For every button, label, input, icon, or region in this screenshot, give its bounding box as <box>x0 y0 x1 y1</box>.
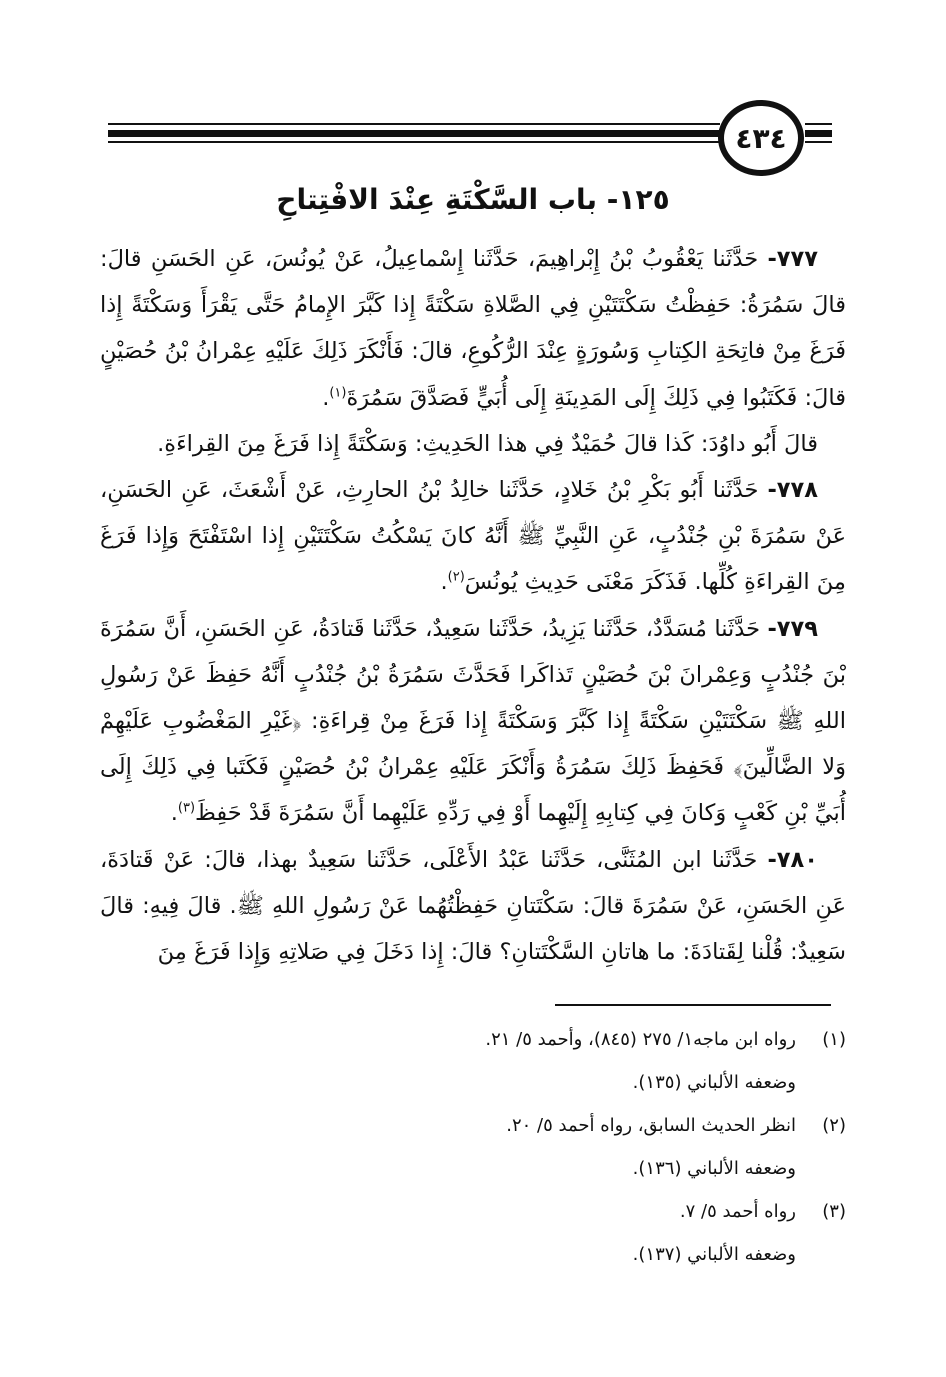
hadith-number: ٧٨٠- <box>767 846 818 873</box>
footnotes <box>100 1018 846 1276</box>
footnote-item <box>100 1104 846 1147</box>
hadith-text: حَدَّثَنا يَعْقُوبُ بْنُ إِبْراهِيمَ، حَدَّثَنا إِسْماعِيلُ، عَنْ يُونُسَ، عَنِ الحَسَنِ قالَ: قالَ سَمُرَةُ: حَفِظْتُ سَكْتَتَيْنِ فِي الصَّلاةِ سَكْتَةً إِذا كَبَّرَ الإِمامُ حَتَّى يَقْرَأَ وَسَكْتَةً إِذا فَرَغَ مِنْ فاتِحَةِ الكِتابِ وَسُورَةٍ عِنْدَ الرُّكُوعِ، قالَ: فَأَنْكَرَ ذَلِكَ عَلَيْهِ عِمْرانُ بْنُ حُصَيْنٍ قالَ: فَكَتَبُوا فِي ذَلِكَ إِلَى المَدِينَةِ إِلَى أُبَيٍّ فَصَدَّقَ سَمُرَةَ <box>100 246 846 411</box>
footnote-ref: (٢) <box>447 569 465 585</box>
page-number-badge <box>718 100 804 176</box>
footnote-grading: وضعفه الألباني (١٣٥). <box>632 1072 796 1093</box>
footnote-ref: (٣) <box>177 800 196 816</box>
commentary-text: قالَ أَبُو داوُدَ: كَذا قالَ حُمَيْدٌ فِي هذا الحَدِيثِ: وَسَكْتَةً إِذا فَرَغَ مِنَ القِراءَةِ. <box>157 430 818 457</box>
footnote-text: رواه أحمد ٥/ ٧. <box>679 1201 796 1222</box>
footnote-text: رواه ابن ماجه١/ ٢٧٥ (٨٤٥)، وأحمد ٥/ ٢١. <box>485 1029 796 1050</box>
hadith-paragraph <box>100 467 846 606</box>
footnote-grading: وضعفه الألباني (١٣٦). <box>632 1158 796 1179</box>
footnote-text: انظر الحديث السابق، رواه أحمد ٥/ ٢٠. <box>506 1115 796 1136</box>
footnote-number: (٣) <box>822 1201 846 1222</box>
hadith-text: حَدَّثَنا ابن المُثَنَّى، حَدَّثَنا عَبْدُ الأَعْلَى، حَدَّثَنا سَعِيدٌ بهذا، قالَ: عَنْ قَتادَةَ، عَنِ الحَسَنِ، عَنْ سَمُرَةَ قالَ: سَكْتَتانِ حَفِظْتُهُما عَنْ رَسُولِ اللهِ ﷺ. قالَ فِيهِ: قالَ سَعِيدٌ: قُلْنا لِقَتادَةَ: ما هاتانِ السَّكْتَتانِ؟ قالَ: إِذا دَخَلَ فِي صَلاتِهِ وَإِذا فَرَغَ مِنَ <box>100 846 846 966</box>
hadith-number: ٧٧٩- <box>767 615 818 642</box>
hadith-tail: . <box>440 569 448 596</box>
footnote-number: (٢) <box>822 1115 846 1136</box>
main-text <box>100 236 846 975</box>
header-rule-right-thin-bottom <box>805 141 832 143</box>
footnote-item <box>100 1190 846 1233</box>
header-rule-right-thick <box>805 130 832 137</box>
hadith-text: حَدَّثَنا أَبُو بَكْرِ بْنُ خَلادٍ، حَدَّثَنا خالِدُ بْنُ الحارِثِ، عَنْ أَشْعَثَ، عَنِ الحَسَنِ، عَنْ سَمُرَةَ بْنِ جُنْدُبٍ، عَنِ النَّبِيِّ ﷺ أَنَّهُ كانَ يَسْكُتُ سَكْتَتَيْنِ إِذا اسْتَفْتَحَ وَإِذا فَرَغَ مِنَ القِراءَةِ كُلِّها. فَذَكَرَ مَعْنَى حَدِيثِ يُونُسَ <box>100 477 846 596</box>
footnote-grading: وضعفه الألباني (١٣٧). <box>632 1244 796 1265</box>
header-rule-right-thin-top <box>805 123 832 125</box>
footnote-ref: (١) <box>329 385 347 401</box>
header-rule-thick <box>108 130 720 137</box>
footnote-item <box>100 1018 846 1061</box>
header-rule-thin-top <box>108 123 720 125</box>
chapter-title: ١٢٥- باب السَّكْتَةِ عِنْدَ الافْتِتاحِ <box>276 183 670 216</box>
hadith-tail: . <box>170 800 178 827</box>
page-number: ٤٣٤ <box>735 121 787 155</box>
hadith-paragraph <box>100 837 846 976</box>
hadith-text: حَدَّثَنا مُسَدَّدٌ، حَدَّثَنا يَزِيدُ، حَدَّثَنا سَعِيدٌ، حَدَّثَنا قَتادَةُ، عَنِ الحَسَنِ، أَنَّ سَمُرَةَ بْنَ جُنْدُبٍ وَعِمْرانَ بْنَ حُصَيْنٍ تَذاكَرا فَحَدَّثَ سَمُرَةُ بْنُ جُنْدُبٍ أَنَّهُ حَفِظَ عَنْ رَسُولِ اللهِ ﷺ سَكْتَتَيْنِ سَكْتَةً إِذا كَبَّرَ وَسَكْتَةً إِذا فَرَغَ مِنْ قِراءَةِ: ﴿غَيْرِ المَغْضُوبِ عَلَيْهِمْ وَلا الضَّالِّينَ﴾ فَحَفِظَ ذَلِكَ سَمُرَةُ وَأَنْكَرَ عَلَيْهِ عِمْرانُ بْنُ حُصَيْنٍ فَكَتَبا فِي ذَلِكَ إِلَى أُبَيِّ بْنِ كَعْبٍ وَكانَ فِي كِتابِهِ إِلَيْهِما أَوْ فِي رَدِّهِ عَلَيْهِما أَنَّ سَمُرَةَ قَدْ حَفِظَ <box>100 615 846 827</box>
footnote-separator <box>555 1004 831 1006</box>
hadith-tail: . <box>322 384 330 411</box>
hadith-number: ٧٧٧- <box>767 246 818 272</box>
page-header <box>0 0 946 200</box>
header-rule-thin-bottom <box>108 141 720 143</box>
hadith-paragraph <box>100 236 846 421</box>
hadith-number: ٧٧٨- <box>767 477 818 504</box>
commentary-paragraph <box>100 421 846 467</box>
hadith-paragraph <box>100 606 846 837</box>
footnote-number: (١) <box>822 1029 846 1050</box>
